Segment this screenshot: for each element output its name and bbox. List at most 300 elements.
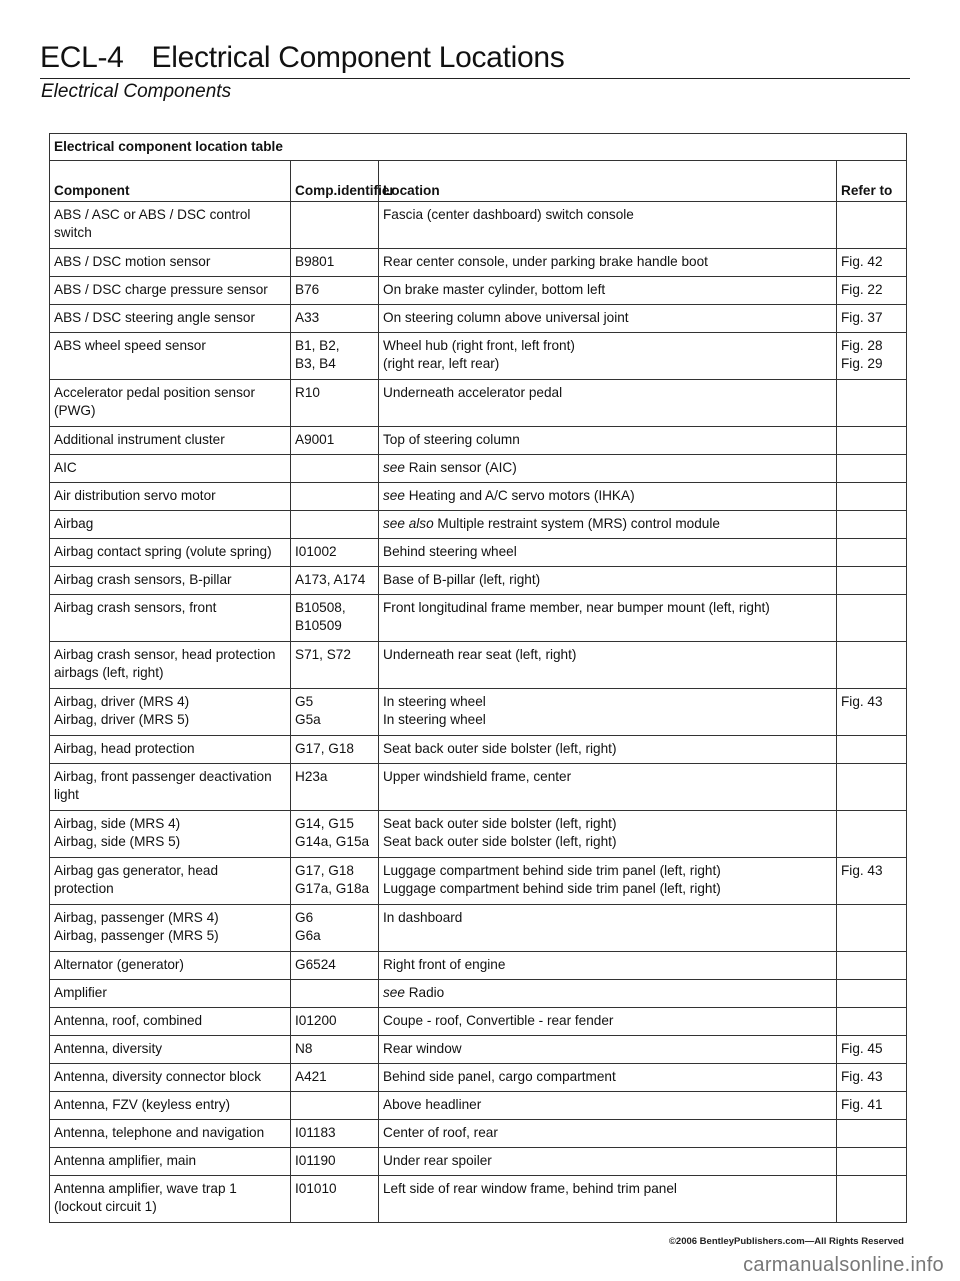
component-cell-line: ABS / DSC motion sensor	[54, 254, 211, 269]
comp-id-cell	[291, 1092, 379, 1120]
location-cell-line	[383, 337, 832, 355]
location-cell	[379, 736, 837, 764]
comp-id-cell	[291, 1008, 379, 1036]
location-cell	[379, 539, 837, 567]
page-header	[40, 40, 910, 103]
comp-id-cell	[291, 1120, 379, 1148]
refer-to-cell-line: Fig. 43	[841, 1069, 883, 1084]
refer-to-cell	[837, 1176, 907, 1223]
component-cell-line: ABS / DSC steering angle sensor	[54, 310, 255, 325]
see-reference-italic: see also	[383, 516, 434, 531]
component-cell-line: ABS / DSC charge pressure sensor	[54, 282, 268, 297]
location-cell-line	[383, 355, 832, 373]
component-cell-line: Airbag, side (MRS 4)	[54, 816, 181, 831]
location-cell	[379, 642, 837, 689]
comp-id-cell-line: G5a	[295, 712, 321, 727]
location-cell	[379, 1036, 837, 1064]
location-cell	[379, 595, 837, 642]
refer-to-cell	[837, 736, 907, 764]
refer-to-cell-line: Fig. 43	[841, 863, 883, 878]
component-cell-line: Antenna, telephone and navigation	[54, 1125, 265, 1140]
location-cell	[379, 858, 837, 905]
component-cell-line: Airbag crash sensors, front	[54, 600, 217, 615]
comp-id-cell	[291, 539, 379, 567]
comp-id-cell-line: G14, G15	[295, 816, 354, 831]
component-cell-line: Antenna, diversity	[54, 1041, 163, 1056]
comp-id-cell	[291, 1148, 379, 1176]
location-text: Front longitudinal frame member, near bumper mount (left, right)	[383, 600, 770, 615]
location-cell-line	[383, 487, 832, 505]
component-cell	[50, 249, 291, 277]
refer-to-cell	[837, 1092, 907, 1120]
comp-id-cell-line: A33	[295, 310, 320, 325]
comp-id-cell-line: B1, B2,	[295, 338, 340, 353]
component-cell	[50, 1064, 291, 1092]
comp-id-cell	[291, 1064, 379, 1092]
refer-to-cell	[837, 380, 907, 427]
location-text: Wheel hub (right front, left front)	[383, 338, 575, 353]
comp-id-cell-line: B76	[295, 282, 320, 297]
comp-id-cell	[291, 511, 379, 539]
component-cell	[50, 689, 291, 736]
table-row	[50, 511, 907, 539]
refer-to-cell-line: Fig. 45	[841, 1041, 883, 1056]
refer-to-cell	[837, 1148, 907, 1176]
table-row	[50, 1036, 907, 1064]
comp-id-cell-line: A421	[295, 1069, 327, 1084]
table-row	[50, 277, 907, 305]
component-cell-line: Airbag	[54, 516, 94, 531]
location-cell-line	[383, 1012, 832, 1030]
refer-to-cell	[837, 1008, 907, 1036]
component-cell-line: Antenna, roof, combined	[54, 1013, 203, 1028]
location-text: In steering wheel	[383, 712, 486, 727]
component-cell	[50, 1008, 291, 1036]
location-text: Base of B-pillar (left, right)	[383, 572, 541, 587]
location-cell-line	[383, 984, 832, 1002]
location-cell-line	[383, 909, 832, 927]
location-cell	[379, 305, 837, 333]
location-text: (right rear, left rear)	[383, 356, 500, 371]
component-cell-line: Airbag, passenger (MRS 4)	[54, 910, 219, 925]
refer-to-cell	[837, 764, 907, 811]
location-cell-line	[383, 281, 832, 299]
component-cell	[50, 1148, 291, 1176]
section-title: Electrical Component Locations	[151, 41, 565, 74]
comp-id-cell	[291, 567, 379, 595]
location-text: On steering column above universal joint	[383, 310, 629, 325]
see-reference-italic: see	[383, 985, 405, 1000]
location-text: Radio	[404, 985, 445, 1000]
comp-id-cell-line: A9001	[295, 432, 335, 447]
table-row	[50, 1120, 907, 1148]
table-row	[50, 1064, 907, 1092]
location-cell	[379, 952, 837, 980]
component-cell-line: Antenna, FZV (keyless entry)	[54, 1097, 231, 1112]
location-cell	[379, 1176, 837, 1223]
location-cell-line	[383, 599, 832, 617]
component-cell-line: Alternator (generator)	[54, 957, 184, 972]
comp-id-cell	[291, 642, 379, 689]
component-location-table	[49, 133, 906, 1223]
location-cell	[379, 811, 837, 858]
table-row	[50, 202, 907, 249]
component-cell-line: (lockout circuit 1)	[54, 1199, 157, 1214]
refer-to-cell	[837, 1036, 907, 1064]
location-cell-line	[383, 309, 832, 327]
table-row	[50, 952, 907, 980]
refer-to-cell	[837, 980, 907, 1008]
component-cell	[50, 858, 291, 905]
location-text: Left side of rear window frame, behind trim panel	[383, 1181, 677, 1196]
location-text: Under rear spoiler	[383, 1153, 492, 1168]
component-cell-line: Antenna amplifier, main	[54, 1153, 197, 1168]
comp-id-cell	[291, 202, 379, 249]
location-cell-line	[383, 693, 832, 711]
location-cell	[379, 277, 837, 305]
comp-id-cell-line: R10	[295, 385, 320, 400]
table-row	[50, 642, 907, 689]
comp-id-header-line1: Comp.	[295, 183, 338, 198]
location-text: In steering wheel	[383, 694, 486, 709]
comp-id-cell	[291, 455, 379, 483]
comp-id-cell	[291, 1036, 379, 1064]
location-text: Seat back outer side bolster (left, right)	[383, 816, 617, 831]
watermark: carmanualsonline.info	[743, 1254, 944, 1276]
component-cell-line: Air distribution servo motor	[54, 488, 216, 503]
table-caption: Electrical component location table	[50, 134, 907, 161]
component-cell-line: light	[54, 787, 79, 802]
component-cell	[50, 1120, 291, 1148]
refer-to-cell	[837, 689, 907, 736]
location-text: Coupe - roof, Convertible - rear fender	[383, 1013, 614, 1028]
comp-id-cell-line: H23a	[295, 769, 328, 784]
comp-id-cell	[291, 380, 379, 427]
location-text: Rear window	[383, 1041, 462, 1056]
comp-id-cell-line: I01190	[295, 1153, 336, 1168]
comp-id-cell-line: B10509	[295, 618, 342, 633]
component-cell-line: Airbag, driver (MRS 5)	[54, 712, 190, 727]
component-cell-line: AIC	[54, 460, 77, 475]
table-row	[50, 1008, 907, 1036]
comp-id-cell	[291, 689, 379, 736]
location-cell-line	[383, 862, 832, 880]
location-cell-line	[383, 880, 832, 898]
location-cell	[379, 1148, 837, 1176]
component-cell-line: Amplifier	[54, 985, 107, 1000]
component-cell	[50, 905, 291, 952]
table-row	[50, 249, 907, 277]
component-cell-line: Airbag, front passenger deactivation	[54, 769, 272, 784]
table-row	[50, 380, 907, 427]
header-rule	[40, 78, 910, 79]
component-cell-line: Additional instrument cluster	[54, 432, 225, 447]
component-cell	[50, 380, 291, 427]
location-text: Behind side panel, cargo compartment	[383, 1069, 616, 1084]
location-cell-line	[383, 515, 832, 533]
table-row	[50, 427, 907, 455]
component-cell-line: Airbag, passenger (MRS 5)	[54, 928, 219, 943]
refer-to-cell	[837, 333, 907, 380]
comp-id-cell	[291, 764, 379, 811]
component-cell	[50, 811, 291, 858]
table-row	[50, 980, 907, 1008]
comp-id-cell-line: G5	[295, 694, 314, 709]
comp-id-cell-line: S71, S72	[295, 647, 351, 662]
location-cell	[379, 1120, 837, 1148]
table-row	[50, 1176, 907, 1223]
component-cell	[50, 642, 291, 689]
location-cell	[379, 980, 837, 1008]
table-row	[50, 811, 907, 858]
component-cell-line: (PWG)	[54, 403, 96, 418]
component-cell-line: Antenna, diversity connector block	[54, 1069, 262, 1084]
component-cell	[50, 595, 291, 642]
component-cell-line: ABS / ASC or ABS / DSC control	[54, 207, 251, 222]
component-cell	[50, 511, 291, 539]
refer-to-cell	[837, 1064, 907, 1092]
table-row	[50, 595, 907, 642]
location-cell-line	[383, 459, 832, 477]
refer-to-cell	[837, 539, 907, 567]
page-subtitle: Electrical Components	[41, 81, 232, 102]
table-row	[50, 1092, 907, 1120]
comp-id-header-line2: identifier	[337, 183, 395, 198]
location-cell	[379, 689, 837, 736]
location-text: In dashboard	[383, 910, 463, 925]
location-cell-line	[383, 1152, 832, 1170]
location-text: Center of roof, rear	[383, 1125, 498, 1140]
location-text: Underneath accelerator pedal	[383, 385, 563, 400]
component-cell-line: Airbag contact spring (volute spring)	[54, 544, 272, 559]
location-text: Rain sensor (AIC)	[404, 460, 517, 475]
comp-id-cell	[291, 333, 379, 380]
refer-to-cell-line: Fig. 43	[841, 694, 883, 709]
refer-to-cell-line: Fig. 37	[841, 310, 883, 325]
comp-id-cell-line: B9801	[295, 254, 335, 269]
table-row	[50, 736, 907, 764]
location-cell-line	[383, 1068, 832, 1086]
refer-to-cell	[837, 427, 907, 455]
comp-id-cell	[291, 811, 379, 858]
component-cell	[50, 1176, 291, 1223]
refer-to-cell	[837, 305, 907, 333]
location-cell	[379, 1092, 837, 1120]
refer-to-cell	[837, 905, 907, 952]
component-cell-line: Airbag, driver (MRS 4)	[54, 694, 190, 709]
component-cell	[50, 483, 291, 511]
location-text: Behind steering wheel	[383, 544, 517, 559]
location-text: Heating and A/C servo motors (IHKA)	[404, 488, 635, 503]
location-text: Seat back outer side bolster (left, right)	[383, 834, 617, 849]
table-row	[50, 333, 907, 380]
comp-id-cell	[291, 1176, 379, 1223]
refer-to-cell	[837, 202, 907, 249]
location-text: Underneath rear seat (left, right)	[383, 647, 577, 662]
component-cell-line: Airbag, head protection	[54, 741, 195, 756]
refer-to-cell-line: Fig. 22	[841, 282, 883, 297]
comp-id-cell	[291, 249, 379, 277]
location-cell	[379, 1064, 837, 1092]
column-header-refer-to: Refer to	[837, 161, 907, 202]
location-cell-line	[383, 711, 832, 729]
table-row	[50, 764, 907, 811]
component-cell	[50, 567, 291, 595]
location-cell	[379, 249, 837, 277]
refer-to-cell-line: Fig. 41	[841, 1097, 883, 1112]
location-cell-line	[383, 956, 832, 974]
component-cell	[50, 1092, 291, 1120]
location-cell-line	[383, 206, 832, 224]
component-cell	[50, 736, 291, 764]
refer-to-cell-line: Fig. 42	[841, 254, 883, 269]
column-header-component: Component	[50, 161, 291, 202]
table-row	[50, 567, 907, 595]
component-cell-line: Airbag crash sensor, head protection	[54, 647, 276, 662]
location-cell	[379, 567, 837, 595]
component-cell-line: Airbag, side (MRS 5)	[54, 834, 181, 849]
location-cell-line	[383, 1180, 832, 1198]
location-cell-line	[383, 740, 832, 758]
location-text: Luggage compartment behind side trim panel (left, right)	[383, 881, 721, 896]
comp-id-cell	[291, 905, 379, 952]
location-cell-line	[383, 431, 832, 449]
refer-to-cell	[837, 511, 907, 539]
location-cell-line	[383, 815, 832, 833]
refer-to-cell	[837, 567, 907, 595]
table-row	[50, 858, 907, 905]
refer-to-cell	[837, 483, 907, 511]
location-text: Rear center console, under parking brake handle boot	[383, 254, 708, 269]
component-cell	[50, 202, 291, 249]
see-reference-italic: see	[383, 460, 405, 475]
location-cell	[379, 1008, 837, 1036]
location-cell-line	[383, 768, 832, 786]
location-cell-line	[383, 543, 832, 561]
location-text: Fascia (center dashboard) switch console	[383, 207, 634, 222]
comp-id-cell-line: G14a, G15a	[295, 834, 370, 849]
location-cell-line	[383, 1096, 832, 1114]
comp-id-cell-line: G6524	[295, 957, 336, 972]
location-text: Seat back outer side bolster (left, right)	[383, 741, 617, 756]
table-body	[50, 202, 907, 1223]
location-text: Upper windshield frame, center	[383, 769, 572, 784]
location-text: Top of steering column	[383, 432, 520, 447]
comp-id-cell	[291, 305, 379, 333]
comp-id-cell-line: I01200	[295, 1013, 337, 1028]
location-text: Luggage compartment behind side trim panel (left, right)	[383, 863, 721, 878]
component-cell-line: protection	[54, 881, 114, 896]
comp-id-cell-line: B10508,	[295, 600, 346, 615]
component-cell	[50, 333, 291, 380]
location-cell	[379, 455, 837, 483]
location-cell-line	[383, 646, 832, 664]
comp-id-cell-line: I01183	[295, 1125, 336, 1140]
location-cell-line	[383, 833, 832, 851]
component-cell	[50, 455, 291, 483]
location-cell-line	[383, 1124, 832, 1142]
comp-id-cell-line: G17, G18	[295, 863, 354, 878]
table-row	[50, 689, 907, 736]
refer-to-cell-line: Fig. 28	[841, 338, 883, 353]
comp-id-cell	[291, 595, 379, 642]
table-row	[50, 905, 907, 952]
component-cell-line: ABS wheel speed sensor	[54, 338, 206, 353]
refer-to-cell	[837, 595, 907, 642]
comp-id-cell	[291, 736, 379, 764]
refer-to-cell	[837, 858, 907, 905]
comp-id-cell-line: G17, G18	[295, 741, 354, 756]
table-row	[50, 305, 907, 333]
refer-to-cell	[837, 811, 907, 858]
refer-to-cell	[837, 1120, 907, 1148]
comp-id-cell	[291, 980, 379, 1008]
refer-to-cell	[837, 952, 907, 980]
table-row	[50, 539, 907, 567]
component-cell	[50, 1036, 291, 1064]
comp-id-cell-line: I01010	[295, 1181, 337, 1196]
component-cell	[50, 305, 291, 333]
component-cell-line: Airbag crash sensors, B-pillar	[54, 572, 232, 587]
refer-to-cell	[837, 249, 907, 277]
location-cell	[379, 202, 837, 249]
see-reference-italic: see	[383, 488, 405, 503]
component-cell-line: airbags (left, right)	[54, 665, 164, 680]
location-text: Right front of engine	[383, 957, 506, 972]
column-header-comp-id	[291, 161, 395, 202]
refer-to-cell	[837, 642, 907, 689]
location-cell	[379, 483, 837, 511]
component-cell	[50, 952, 291, 980]
comp-id-cell	[291, 858, 379, 905]
location-cell-line	[383, 571, 832, 589]
comp-id-cell	[291, 483, 379, 511]
component-cell	[50, 427, 291, 455]
section-code: ECL-4	[40, 41, 124, 74]
comp-id-cell	[291, 952, 379, 980]
page-title	[40, 40, 910, 76]
component-cell-line: Accelerator pedal position sensor	[54, 385, 255, 400]
location-cell	[379, 511, 837, 539]
comp-id-cell-line: B3, B4	[295, 356, 336, 371]
component-cell	[50, 980, 291, 1008]
location-cell-line	[383, 1040, 832, 1058]
comp-id-cell-line: G6	[295, 910, 314, 925]
table-row	[50, 483, 907, 511]
comp-id-cell	[291, 427, 379, 455]
refer-to-cell-line: Fig. 29	[841, 356, 883, 371]
location-text: Multiple restraint system (MRS) control module	[433, 516, 720, 531]
component-cell-line: Antenna amplifier, wave trap 1	[54, 1181, 237, 1196]
comp-id-cell-line: G17a, G18a	[295, 881, 370, 896]
column-header-location: Location	[379, 161, 837, 202]
location-text: On brake master cylinder, bottom left	[383, 282, 606, 297]
refer-to-cell	[837, 277, 907, 305]
refer-to-cell	[837, 455, 907, 483]
comp-id-cell	[291, 277, 379, 305]
location-cell	[379, 427, 837, 455]
comp-id-cell-line: I01002	[295, 544, 337, 559]
table-row	[50, 455, 907, 483]
location-cell	[379, 380, 837, 427]
location-cell	[379, 333, 837, 380]
comp-id-cell-line: A173, A174	[295, 572, 366, 587]
table-row	[50, 1148, 907, 1176]
component-cell	[50, 539, 291, 567]
component-cell	[50, 764, 291, 811]
location-cell-line	[383, 384, 832, 402]
comp-id-cell-line: N8	[295, 1041, 313, 1056]
